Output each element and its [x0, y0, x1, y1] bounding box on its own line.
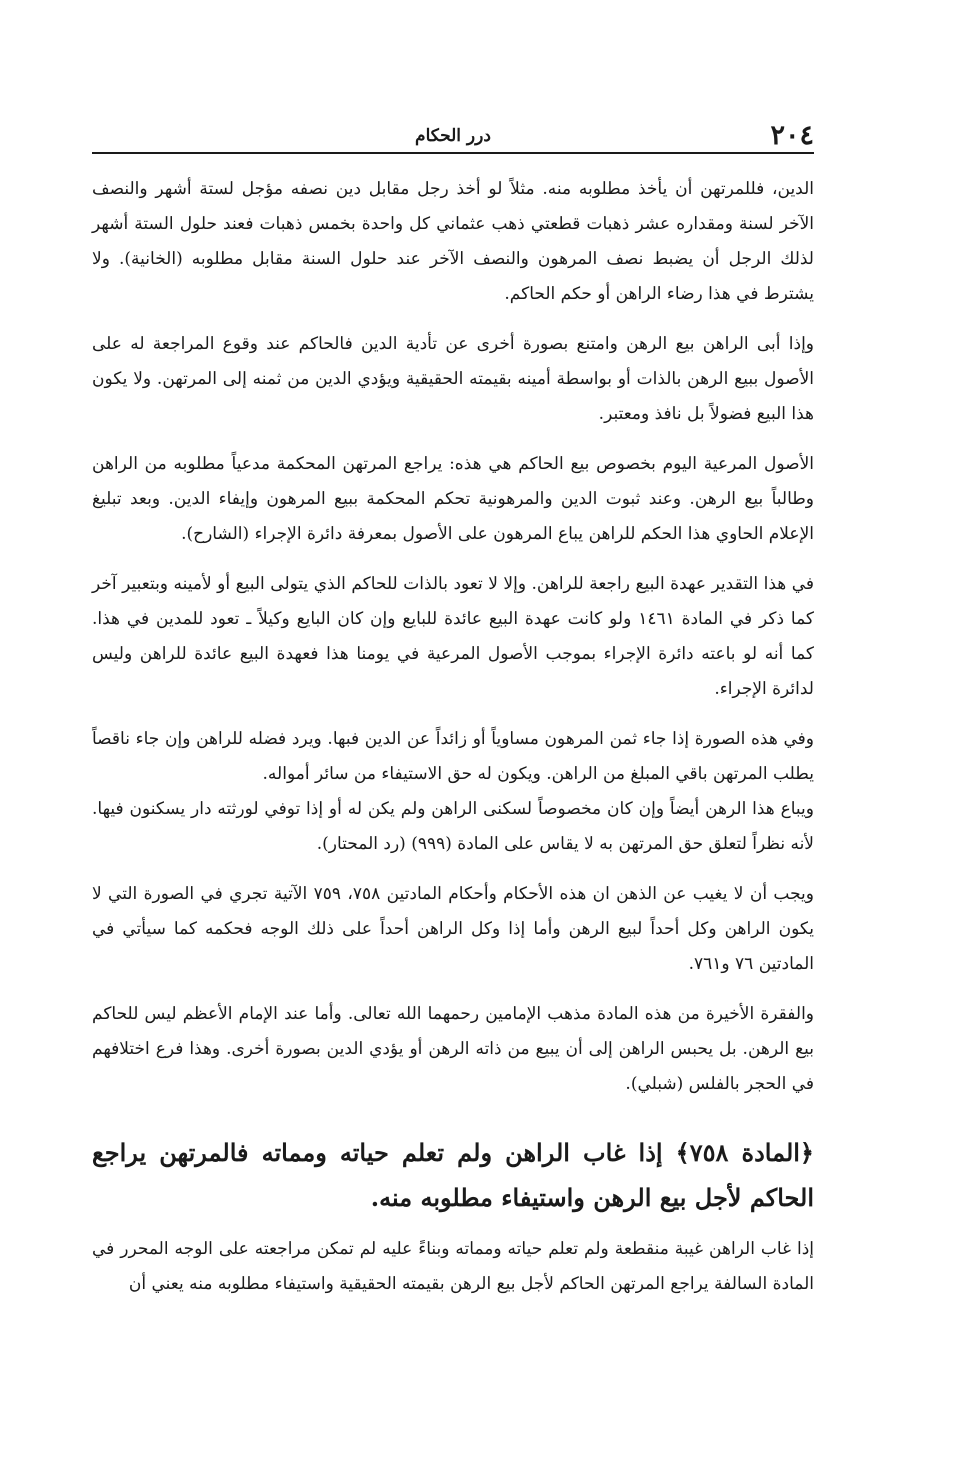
running-title: درر الحكام [415, 126, 491, 146]
paragraph-1: الدين، فللمرتهن أن يأخذ مطلوبه منه. مثلاً لو أخذ رجل مقابل دين نصفه مؤجل لستة أشهر والنصف الآخر لسنة ومقداره عشر ذهبات قطعتي ذهب عثماني كل واحدة بخمس ذهبات فعند حلول الستة أشهر لذلك الرجل أن يضبط نصف المرهون والنصف الآخر عند حلول السنة مقابل مطلوبه (الخانية). ولا يشترط في هذا رضاء الراهن أو حكم الحاكم. [92, 179, 814, 304]
body-text [92, 172, 814, 1302]
page-header [92, 118, 814, 154]
paragraph-9: إذا غاب الراهن غيبة منقطعة ولم تعلم حياته ومماته وبناءً عليه لم تمكن مراجعته على الوجه المحرر في المادة السالفة يراجع المرتهن الحاكم لأجل بيع الرهن بقيمته الحقيقية واستيفاء مطلوبه منه يعني أن [92, 1239, 814, 1294]
document-page [92, 118, 814, 1317]
paragraph-5: وفي هذه الصورة إذا جاء ثمن المرهون مساوياً أو زائداً عن الدين فبها. ويرد فضله للراهن وإن جاء ناقصاً يطلب المرتهن باقي المبلغ من الراهن. ويكون له حق الاستيفاء من سائر أمواله. [92, 729, 814, 784]
paragraph-3: الأصول المرعية اليوم بخصوص بيع الحاكم هي هذه: يراجع المرتهن المحكمة مدعياً مطلوبه من الراهن وطالباً بيع الرهن. وعند ثبوت الدين والمرهونية تحكم المحكمة ببيع المرهون وإيفاء الدين. وبعد تبليغ الإعلام الحاوي هذا الحكم للراهن يباع المرهون على الأصول بمعرفة دائرة الإجراء (الشارح). [92, 454, 814, 544]
page-number: ٢٠٤ [770, 120, 814, 151]
article-heading: ﴿المادة ٧٥٨﴾ إذا غاب الراهن ولم تعلم حياته ومماته فالمرتهن يراجع الحاكم لأجل بيع الرهن واستيفاء مطلوبه منه. [92, 1138, 814, 1212]
paragraph-6: ويباع هذا الرهن أيضاً وإن كان مخصوصاً لسكنى الراهن ولم يكن له أو إذا توفي لورثته دار يسكنون فيها. لأنه نظراً لتعلق حق المرتهن به لا يقاس على المادة (٩٩٩) (رد المحتار). [92, 799, 815, 854]
paragraph-2: وإذا أبى الراهن بيع الرهن وامتنع بصورة أخرى عن تأدية الدين فالحاكم عند وقوع المراجعة له على الأصول ببيع الرهن بالذات أو بواسطة أمينه بقيمته الحقيقية ويؤدي الدين من ثمنه إلى المرتهن. ولا يكون هذا البيع فضولاً بل نافذ ومعتبر. [92, 334, 814, 424]
paragraph-8: والفقرة الأخيرة من هذه المادة مذهب الإمامين رحمهما الله تعالى. وأما عند الإمام الأعظم ليس للحاكم بيع الرهن. بل يحبس الراهن إلى أن يبيع من ذاته الرهن أو يؤدي الدين بصورة أخرى. وهذا فرع اختلافهم في الحجر بالفلس (شبلي). [92, 1004, 814, 1094]
paragraph-7: ويجب أن لا يغيب عن الذهن ان هذه الأحكام وأحكام المادتين ٧٥٨، ٧٥٩ الآتية تجري في الصورة التي لا يكون الراهن وكل أحداً لبيع الرهن وأما إذا وكل الراهن أحداً على ذلك الوجه فحكمه كما سيأتي في المادتين ٧٦ و٧٦١. [92, 884, 815, 974]
paragraph-4: في هذا التقدير عهدة البيع راجعة للراهن. وإلا لا تعود بالذات للحاكم الذي يتولى البيع أو لأمينه وبتعبير آخر كما ذكر في المادة ١٤٦١ ولو كانت عهدة البيع عائدة للبايع وإن كان البايع وكيلاً ـ تعود للمدين في هذا. كما أنه لو باعته دائرة الإجراء بموجب الأصول المرعية في يومنا هذا فعهدة البيع عائدة للراهن وليس لدائرة الإجراء. [92, 574, 815, 699]
